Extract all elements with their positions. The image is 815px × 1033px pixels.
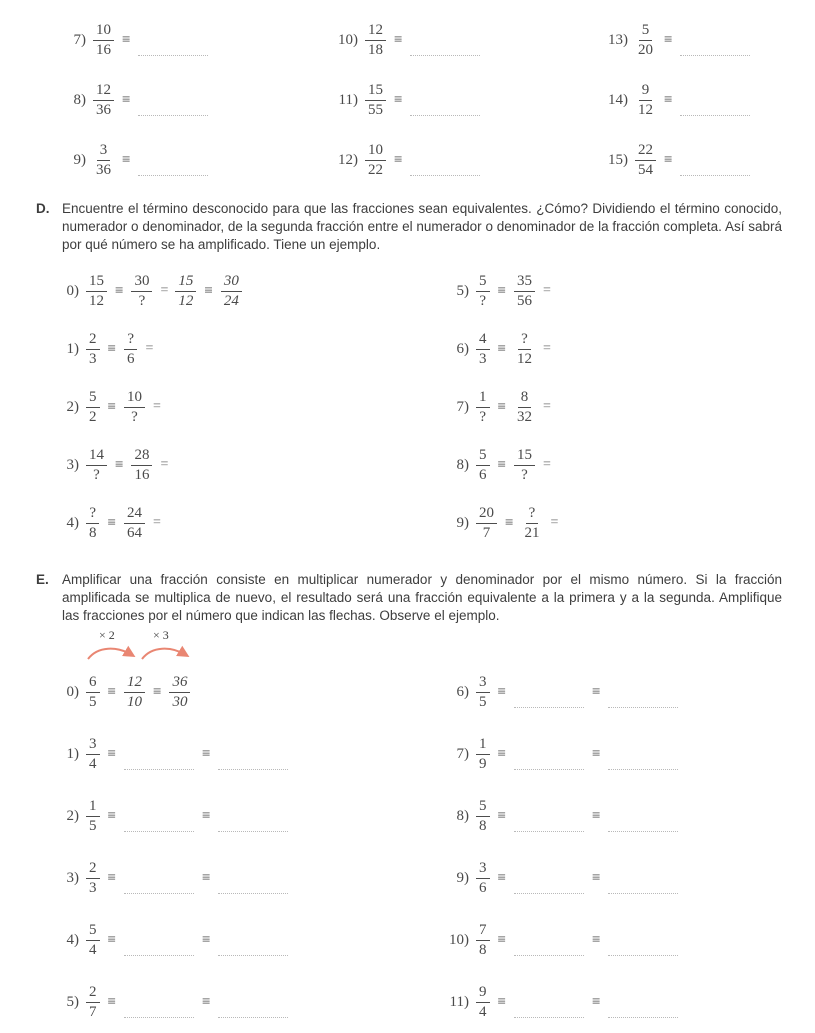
numerator: 2 [86,860,100,879]
exercise-d-2 [55,378,445,436]
exercise-item-8 [62,70,334,130]
answer-blank [218,768,288,770]
fraction [476,331,490,367]
fraction [124,389,145,425]
denominator: 20 [638,41,653,58]
equivalence-symbol: ≡ [497,745,506,762]
section-e-label: E. [36,572,49,588]
equals-symbol: = [152,515,161,531]
answer-blank [410,114,480,116]
equivalence-symbol: ≡ [201,869,211,886]
equivalence-symbol: ≡ [122,151,131,168]
equivalence-symbol: ≡ [394,31,403,48]
numerator: 12 [365,22,386,41]
exercise-d-8 [445,436,782,494]
fraction [635,22,656,58]
equivalence-symbol: ≡ [107,683,116,700]
fraction [514,273,535,309]
answer-blank [218,892,288,894]
item-number: 5) [66,993,79,1010]
item-number: 8) [456,807,469,824]
equivalence-symbol: ≡ [107,745,116,762]
denominator: 36 [96,101,111,118]
numerator: 30 [131,273,152,292]
numerator: 35 [514,273,535,292]
equivalence-symbol: ≡ [497,931,506,948]
numerator: 12 [124,674,145,693]
equivalence-symbol: ≡ [497,398,506,415]
answer-blank [138,54,208,56]
denominator: 12 [516,350,532,367]
denominator: 8 [479,817,487,834]
numerator: 28 [131,447,152,466]
equals-symbol: = [160,283,169,299]
numerator: 3 [476,860,490,879]
answer-blank [218,1016,288,1018]
numerator: 22 [635,142,656,161]
item-number: 4) [66,514,79,531]
answer-blank [680,114,750,116]
answer-blank [680,54,750,56]
denominator: 12 [178,292,194,309]
answer-blank [608,830,678,832]
equivalence-symbol: ≡ [201,807,211,824]
numerator: ? [86,505,99,524]
item-number: 6) [456,340,469,357]
fraction [476,273,490,309]
fraction [365,82,386,118]
exercise-item-13 [604,10,782,70]
equivalence-symbol: ≡ [591,931,601,948]
fraction [93,142,114,178]
fraction [93,82,114,118]
equivalence-symbol: ≡ [591,993,601,1010]
numerator: 36 [169,674,190,693]
equivalence-symbol: ≡ [107,807,116,824]
item-number: 3) [66,456,79,473]
equivalence-symbol: ≡ [664,91,673,108]
fraction [86,736,100,772]
fraction [476,447,490,483]
fraction [476,984,490,1020]
equivalence-symbol: ≡ [591,869,601,886]
equivalence-symbol: ≡ [107,340,116,357]
section-d-grid [55,262,782,552]
denominator: 3 [89,879,97,896]
numerator: 12 [93,82,114,101]
item-number: 9) [456,869,469,886]
fraction [124,331,138,367]
equals-symbol: = [152,399,161,415]
fraction-answer [124,674,145,710]
denominator: 7 [482,524,491,541]
equivalence-symbol: ≡ [497,282,506,299]
answer-blank [514,768,584,770]
fraction [476,674,490,710]
exercise-d-0-example [55,262,445,320]
exercise-e-1 [55,723,445,785]
numerator: 30 [221,273,242,292]
section-e-header [36,571,782,625]
numerator: 6 [86,674,100,693]
fraction [131,273,152,309]
exercise-e-10 [445,909,782,971]
numerator: 14 [86,447,107,466]
denominator: 10 [126,693,142,710]
numerator: 5 [476,798,490,817]
section-e-instructions: Amplificar una fracción consiste en multiplicar numerador y denominador por el mismo número. Si la fracción amplificada se multiplica de nuevo, el resultado será una fracción equivalente a la primera y a la segunda. Amplifique las fracciones por el número que indican las flechas. Observe el ejemplo. [62,572,782,624]
denominator: 4 [479,1003,487,1020]
answer-blank [608,706,678,708]
equivalence-symbol: ≡ [664,151,673,168]
fraction-answer [169,674,190,710]
section-d-header [36,200,782,254]
denominator: 2 [89,408,97,425]
denominator: ? [93,466,100,483]
exercise-d-9 [445,494,782,552]
item-number: 7) [456,398,469,415]
equivalence-symbol: ≡ [591,745,601,762]
item-number: 8) [456,456,469,473]
fraction [476,798,490,834]
fraction [514,389,535,425]
numerator: 1 [476,389,490,408]
denominator: 5 [479,693,487,710]
equivalence-symbol: ≡ [497,683,506,700]
equals-symbol: = [542,341,551,357]
equivalence-symbol: ≡ [497,807,506,824]
answer-blank [138,114,208,116]
section-d-instructions: Encuentre el término desconocido para que las fracciones sean equivalentes. ¿Cómo? Dividiendo el término conocido, numerador o denominador, de la segunda fracción entre el numerador o denominador de la fracción completa. Así sabrá por qué número se ha amplificado. Tiene un ejemplo. [62,201,782,253]
numerator: 2 [86,331,100,350]
answer-blank [680,174,750,176]
denominator: ? [138,292,146,309]
fraction [124,505,145,541]
denominator: 32 [516,408,532,425]
numerator: 5 [639,22,653,41]
denominator: 6 [479,466,487,483]
numerator: 1 [86,798,100,817]
equivalence-symbol: ≡ [394,91,403,108]
equals-symbol: = [145,341,154,357]
item-number: 4) [66,931,79,948]
numerator: 10 [124,389,145,408]
exercise-e-3 [55,847,445,909]
denominator: 4 [89,755,97,772]
answer-blank [124,1016,194,1018]
exercise-e-2 [55,785,445,847]
item-number: 12) [338,151,358,168]
equivalence-symbol: ≡ [497,993,506,1010]
denominator: 64 [126,524,142,541]
denominator: 22 [368,161,383,178]
section-e-grid [55,628,782,1033]
item-number: 2) [66,398,79,415]
exercise-e-9 [445,847,782,909]
equivalence-symbol: ≡ [394,151,403,168]
item-number: 11) [338,91,358,108]
equivalence-symbol: ≡ [497,869,506,886]
numerator: 24 [124,505,145,524]
item-number: 9) [73,151,86,168]
item-number: 10) [338,31,358,48]
numerator: 3 [86,736,100,755]
item-number: 15) [608,151,628,168]
denominator: ? [479,292,487,309]
fraction [86,505,100,541]
equals-symbol: = [542,457,551,473]
denominator: 3 [479,350,487,367]
numerator: 3 [476,674,490,693]
denominator: 55 [368,101,383,118]
denominator: 6 [126,350,135,367]
equivalence-symbol: ≡ [497,456,506,473]
equivalence-symbol: ≡ [115,282,124,299]
equivalence-symbol: ≡ [201,745,211,762]
exercise-e-4 [55,909,445,971]
fraction [476,922,490,958]
numerator: 9 [476,984,490,1003]
numerator: 9 [639,82,653,101]
exercise-e-8 [445,785,782,847]
equivalence-symbol: ≡ [115,456,124,473]
denominator: 6 [479,879,487,896]
denominator: 12 [638,101,653,118]
numerator: ? [518,331,531,350]
equivalence-symbol: ≡ [497,340,506,357]
equivalence-symbol: ≡ [591,683,601,700]
numerator: 15 [86,273,107,292]
answer-blank [410,54,480,56]
answer-blank [218,954,288,956]
fraction-answer [175,273,196,309]
answer-blank [138,174,208,176]
fraction [131,447,152,483]
exercise-d-5 [445,262,782,320]
denominator: 7 [89,1003,97,1020]
numerator: ? [124,331,137,350]
item-number: 14) [608,91,628,108]
denominator: 16 [96,41,111,58]
numerator: 1 [476,736,490,755]
answer-blank [514,830,584,832]
fraction [514,331,535,367]
answer-blank [608,954,678,956]
denominator: 56 [516,292,532,309]
exercise-d-4 [55,494,445,552]
exercise-item-11 [334,70,604,130]
exercise-item-12 [334,130,604,190]
fraction [476,389,490,425]
exercise-d-3 [55,436,445,494]
exercise-item-14 [604,70,782,130]
numerator: 5 [86,389,100,408]
equivalence-symbol: ≡ [201,993,211,1010]
curved-arrow-icon [85,644,200,662]
fraction [86,860,100,896]
fraction [476,736,490,772]
equivalence-symbol: ≡ [505,514,514,531]
answer-blank [514,706,584,708]
exercise-d-7 [445,378,782,436]
fraction [93,22,114,58]
numerator: 7 [476,922,490,941]
answer-blank [410,174,480,176]
equivalence-symbol: ≡ [122,91,131,108]
numerator: 15 [175,273,196,292]
equivalence-symbol: ≡ [107,931,116,948]
numerator: 8 [518,389,532,408]
denominator: ? [521,466,528,483]
multiplier-arrows [85,628,210,661]
equivalence-symbol: ≡ [107,869,116,886]
item-number: 8) [73,91,86,108]
item-number: 3) [66,869,79,886]
denominator: 5 [89,693,97,710]
denominator: 12 [89,292,104,309]
fraction [86,674,100,710]
exercise-d-6 [445,320,782,378]
fraction [86,273,107,309]
equals-symbol: = [160,457,169,473]
answer-blank [608,892,678,894]
answer-blank [124,954,194,956]
denominator: 18 [368,41,383,58]
equivalence-symbol: ≡ [204,282,213,299]
item-number: 13) [608,31,628,48]
item-number: 5) [456,282,469,299]
fraction [86,331,100,367]
fraction [635,82,656,118]
arrow-label-x2: × 2 [99,628,115,643]
denominator: 36 [96,161,111,178]
section-d-label: D. [36,201,50,216]
exercise-item-15 [604,130,782,190]
equals-symbol: = [542,283,551,299]
numerator: 10 [365,142,386,161]
numerator: 15 [365,82,386,101]
fraction [365,142,386,178]
numerator: 3 [97,142,111,161]
exercise-item-10 [334,10,604,70]
denominator: 4 [89,941,97,958]
numerator: 15 [514,447,535,466]
numerator: 20 [476,505,497,524]
equivalence-symbol: ≡ [107,514,116,531]
item-number: 2) [66,807,79,824]
top-exercise-grid [62,8,782,190]
fraction [521,505,542,541]
answer-blank [514,1016,584,1018]
fraction [365,22,386,58]
item-number: 1) [66,745,79,762]
numerator: 4 [476,331,490,350]
fraction [476,505,497,541]
answer-blank [124,892,194,894]
answer-blank [608,1016,678,1018]
exercise-d-1 [55,320,445,378]
exercise-e-6 [445,661,782,723]
exercise-item-9 [62,130,334,190]
answer-blank [608,768,678,770]
fraction [86,922,100,958]
item-number: 0) [66,683,79,700]
equivalence-symbol: ≡ [201,931,211,948]
equals-symbol: = [550,515,559,531]
fraction-answer [221,273,242,309]
equivalence-symbol: ≡ [107,993,116,1010]
numerator: ? [526,505,539,524]
answer-blank [514,892,584,894]
item-number: 7) [456,745,469,762]
answer-blank [514,954,584,956]
numerator: 2 [86,984,100,1003]
denominator: 24 [223,292,239,309]
fraction [86,984,100,1020]
item-number: 9) [456,514,469,531]
item-number: 11) [449,993,469,1010]
denominator: 8 [89,524,97,541]
equivalence-symbol: ≡ [107,398,116,415]
equivalence-symbol: ≡ [122,31,131,48]
answer-blank [124,768,194,770]
denominator: 8 [479,941,487,958]
exercise-e-7 [445,723,782,785]
item-number: 6) [456,683,469,700]
numerator: 5 [476,447,490,466]
denominator: 9 [479,755,487,772]
equivalence-symbol: ≡ [664,31,673,48]
denominator: 21 [524,524,540,541]
denominator: 5 [89,817,97,834]
numerator: 5 [476,273,490,292]
fraction [86,447,107,483]
denominator: 54 [638,161,653,178]
exercise-e-0-example [55,628,445,723]
fraction [476,860,490,896]
fraction [86,389,100,425]
answer-blank [124,830,194,832]
equivalence-symbol: ≡ [152,683,162,700]
answer-blank [218,830,288,832]
denominator: 3 [89,350,97,367]
numerator: 5 [86,922,100,941]
fraction [514,447,535,483]
denominator: ? [479,408,487,425]
numerator: 10 [93,22,114,41]
exercise-item-7 [62,10,334,70]
arrow-label-x3: × 3 [153,628,169,643]
denominator: 30 [172,693,188,710]
item-number: 10) [449,931,469,948]
equals-symbol: = [542,399,551,415]
denominator: ? [131,408,138,425]
item-number: 1) [66,340,79,357]
item-number: 7) [73,31,86,48]
item-number: 0) [66,282,79,299]
fraction [86,798,100,834]
equivalence-symbol: ≡ [591,807,601,824]
fraction [635,142,656,178]
denominator: 16 [134,466,150,483]
